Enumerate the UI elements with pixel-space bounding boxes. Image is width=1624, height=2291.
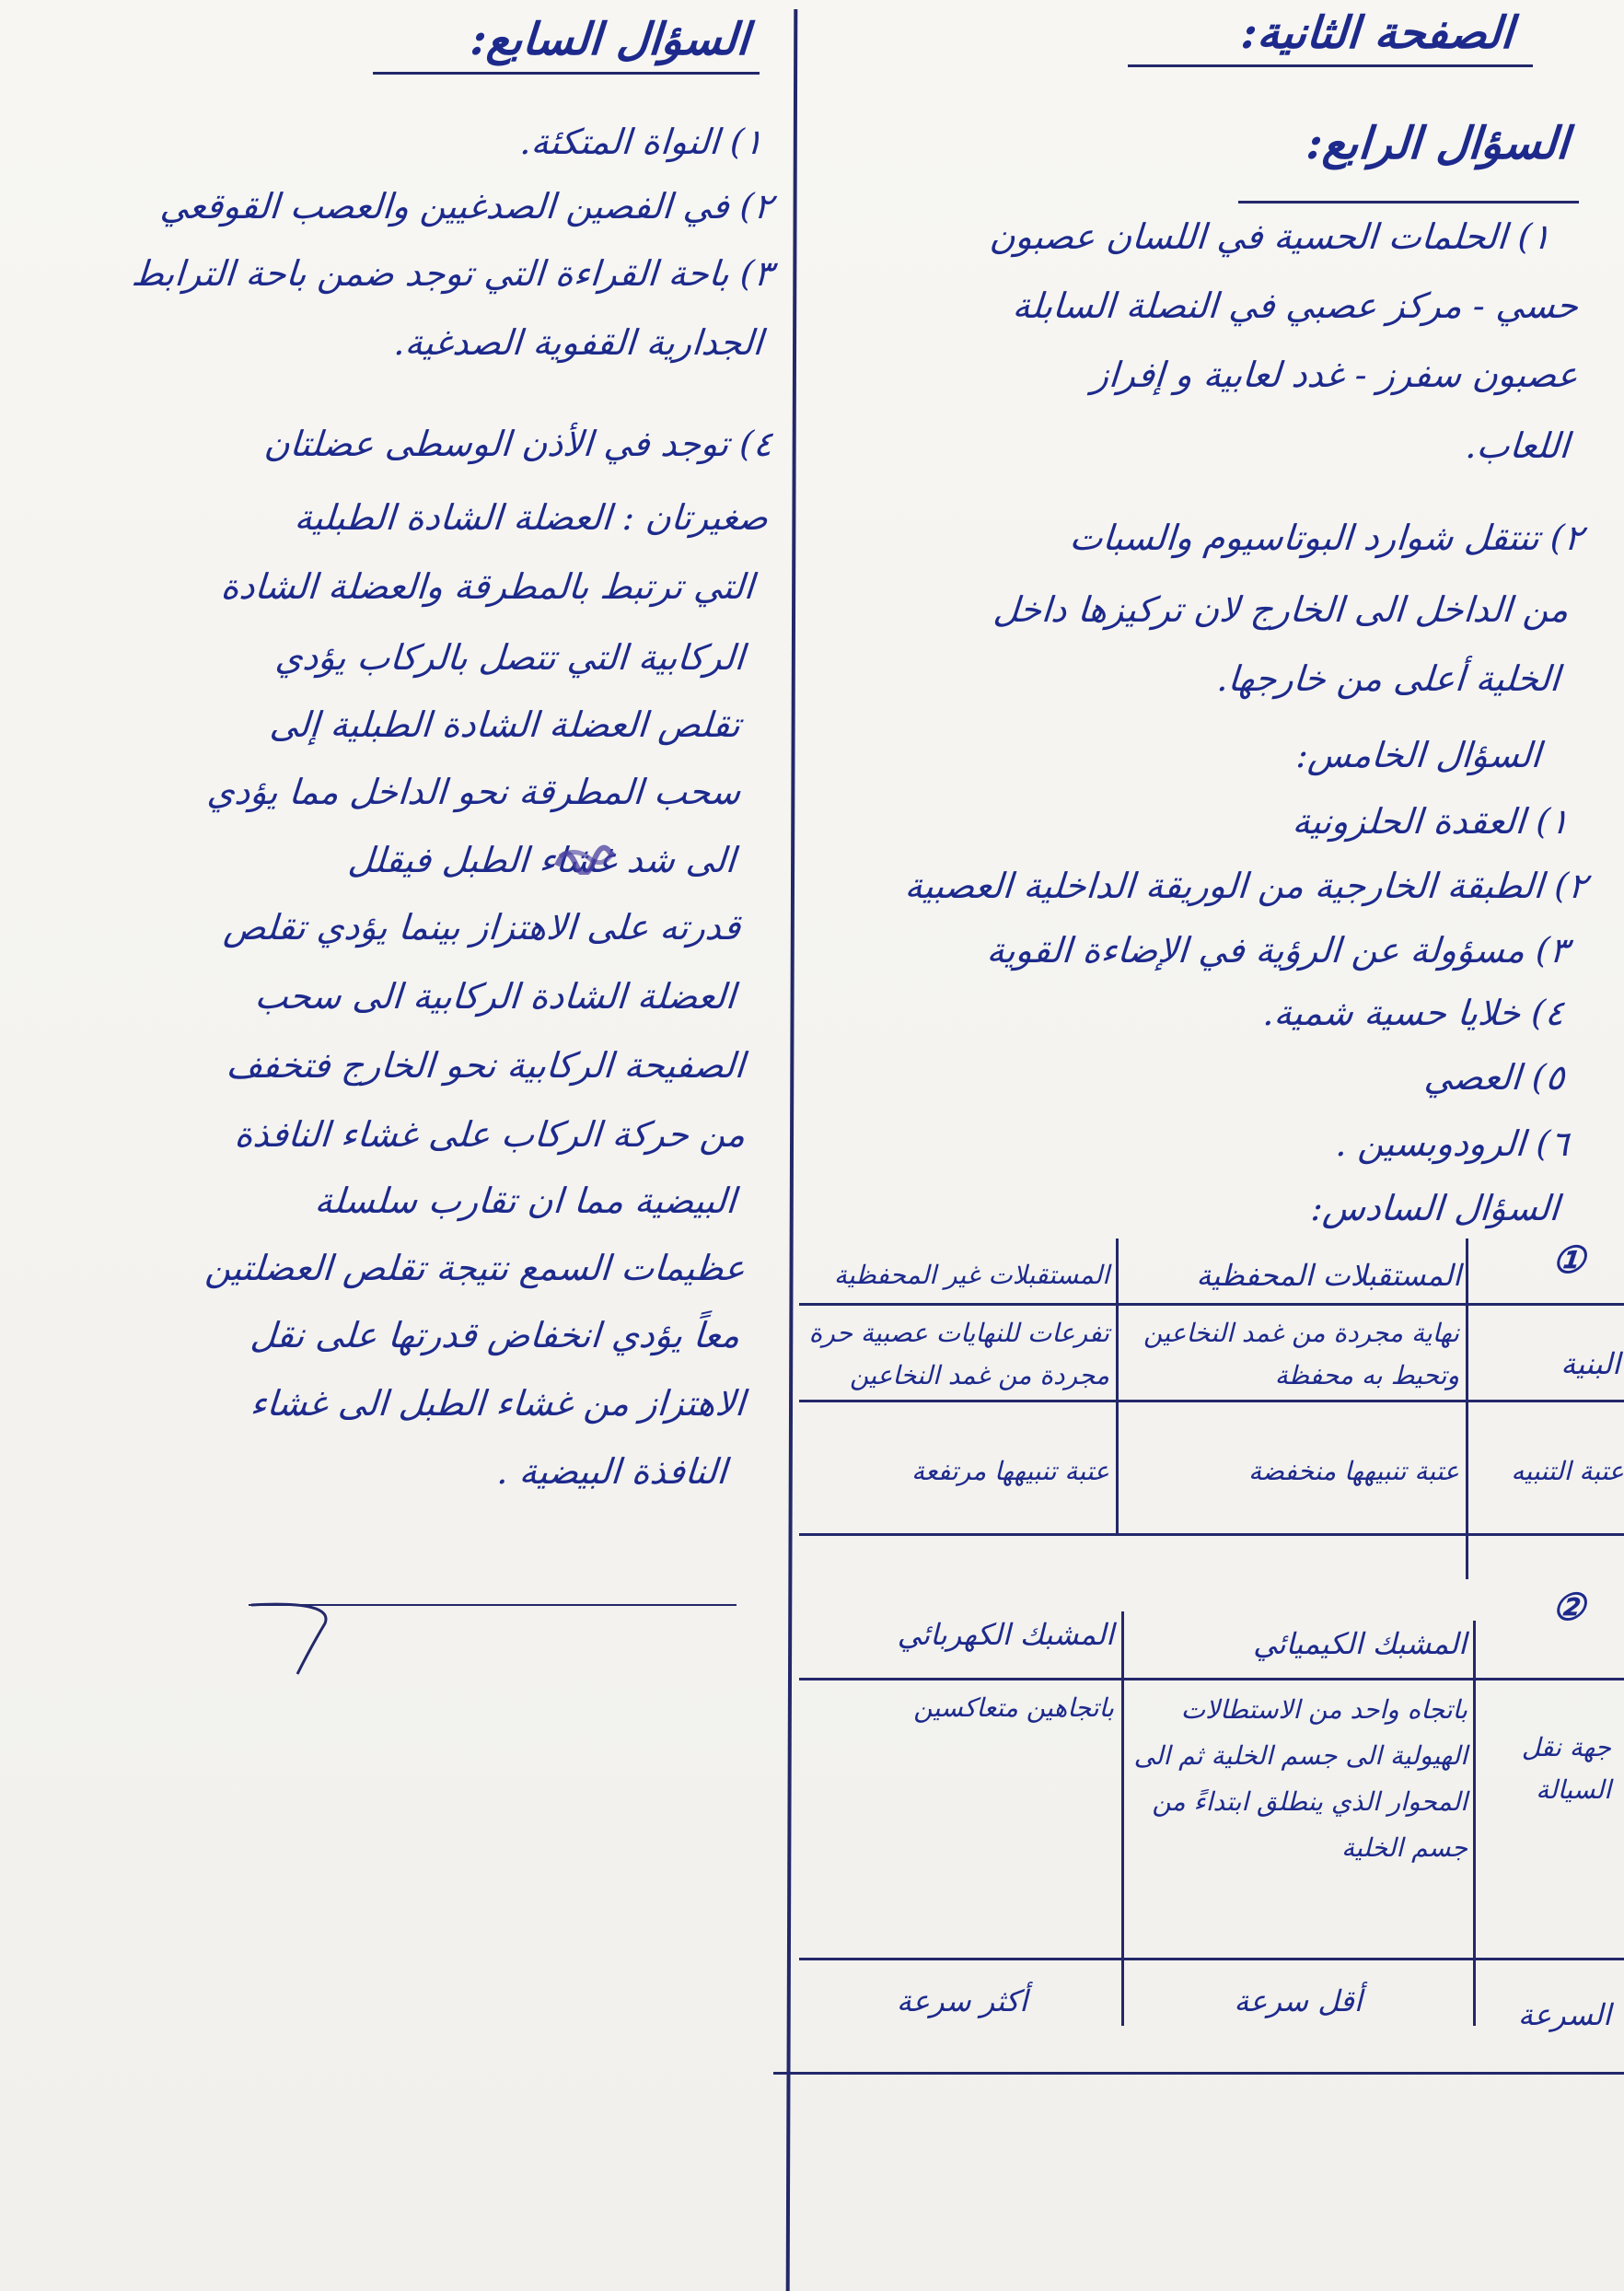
q7-line: الركابية التي تتصل بالركاب يؤدي — [273, 637, 747, 678]
table1-col-rule — [1116, 1239, 1119, 1533]
table2-cell: باتجاهين متعاكسين — [913, 1692, 1114, 1723]
q7-line: النافذة البيضية . — [495, 1451, 728, 1492]
q4-title: السؤال الرابع: — [1305, 118, 1571, 169]
q4-line: من الداخل الى الخارج لان تركيزها داخل — [992, 589, 1571, 630]
q4-line: ١) الحلمات الحسية في اللسان عصبون — [988, 216, 1552, 257]
table2-cell: أقل سرعة — [1234, 1983, 1363, 2018]
table1-row-label: البنية — [1560, 1346, 1620, 1381]
q4-line: ٢) تنتقل شوارد البوتاسيوم والسبات — [1068, 518, 1584, 558]
q7-line: البيضية مما ان تقارب سلسلة — [313, 1180, 737, 1221]
end-hook-mark — [247, 1600, 348, 1683]
q7-line: ٤) توجد في الأذن الوسطى عضلتان — [262, 424, 774, 464]
q7-line: قدرته على الاهتزاز بينما يؤدي تقلص — [222, 907, 742, 948]
q7-line: من حركة الركاب على غشاء النافذة — [232, 1114, 747, 1155]
q7-line: صغيرتان : العضلة الشادة الطبلية — [293, 497, 770, 538]
table1-marker: ① — [1550, 1239, 1587, 1282]
scribble-icon — [552, 838, 617, 875]
q7-line: ٢) في الفصين الصدغيين والعصب القوقعي — [158, 186, 774, 227]
q4-line: الخلية أعلى من خارجها. — [1215, 658, 1561, 699]
table2-rule — [773, 2072, 1624, 2075]
table1-col-rule — [1466, 1239, 1468, 1579]
table2-cell: أكثر سرعة — [896, 1983, 1028, 2018]
scribble-mark — [552, 838, 617, 875]
q5-line: ٦) الرودوبسين . — [1334, 1123, 1571, 1164]
q7-line: الاهتزاز من غشاء الطبل الى غشاء — [249, 1383, 747, 1424]
q5-line: ٢) الطبقة الخارجية من الوريقة الداخلية العصبية — [903, 866, 1589, 906]
q7-line: الجدارية القفوية الصدغية. — [392, 322, 765, 363]
hook-icon — [247, 1600, 348, 1683]
table1-cell: عتبة تنبيهها منخفضة — [1248, 1456, 1459, 1486]
q4-line: عصبون سفرز - غدد لعابية و إفراز — [1090, 355, 1580, 395]
table2-col-rule — [1473, 1621, 1476, 2026]
q7-title: السؤال السابع: — [469, 14, 751, 65]
q5-line: ٤) خلايا حسية شمية. — [1261, 993, 1566, 1033]
q7-line: الى شد غشاء الطبل فيقلل — [346, 840, 737, 880]
table1-rule — [799, 1303, 1624, 1306]
q5-title: السؤال الخامس: — [1294, 735, 1543, 775]
table2-col-header: المشبك الكيميائي — [1253, 1626, 1467, 1661]
q7-line: ١) النواة المتكئة. — [518, 122, 765, 162]
table2-col-header: المشبك الكهربائي — [897, 1617, 1114, 1652]
q4-line: اللعاب. — [1463, 425, 1571, 466]
table2-col-rule — [1121, 1611, 1124, 2026]
q7-line: تقلص العضلة الشادة الطبلية إلى — [268, 704, 742, 745]
page-title: الصفحة الثانية: — [1239, 7, 1515, 59]
q4-line: حسي - مركز عصبي في النصلة السابلة — [1011, 285, 1580, 326]
table2-rule — [799, 1678, 1624, 1680]
q7-line: ٣) باحة القراءة التي توجد ضمن باحة الترابط — [130, 253, 774, 294]
q7-line: التي ترتبط بالمطرقة والعضلة الشادة — [219, 566, 756, 607]
table1-cell: نهاية مجردة من غمد النخاعين وتحيط به محفظة — [1143, 1318, 1459, 1390]
q7-line: الصفيحة الركابية نحو الخارج فتخفف — [225, 1045, 747, 1086]
table1-cell: عتبة تنبيهها مرتفعة — [911, 1456, 1109, 1486]
table1-rule — [799, 1400, 1624, 1402]
q7-line: عظيمات السمع نتيجة تقلص العضلتين — [203, 1248, 747, 1288]
table1-cell: تفرعات للنهايات عصبية حرة مجردة من غمد النخاعين — [808, 1318, 1109, 1390]
q5-line: ٥) العصي — [1422, 1057, 1566, 1098]
table2-cell: باتجاه واحد من الاستطالات الهيولية الى جسم الخلية ثم الى المحوار الذي ينطلق ابتداءً من جسم الخلية — [1133, 1694, 1467, 1863]
table2-row-label: جهة نقل السيالة — [1521, 1732, 1611, 1805]
table2-row-label: السرعة — [1517, 1997, 1611, 2032]
table1-col-header: المستقبلات المحفظية — [1196, 1258, 1461, 1293]
page-title-underline — [1128, 64, 1533, 67]
q7-title-underline — [373, 72, 760, 75]
q5-line: ١) العقدة الحلزونية — [1291, 801, 1571, 842]
table2-rule — [799, 1958, 1624, 1960]
q5-line: ٣) مسؤولة عن الرؤية في الإضاءة القوية — [985, 930, 1571, 971]
q6-title: السؤال السادس: — [1309, 1188, 1561, 1228]
table1-rule — [799, 1533, 1624, 1536]
table1-col-header: المستقبلات غير المحفظية — [833, 1260, 1109, 1290]
q7-line: سحب المطرقة نحو الداخل مما يؤدي — [205, 772, 742, 812]
column-divider — [786, 9, 798, 2291]
q7-line: العضلة الشادة الركابية الى سحب — [253, 976, 737, 1017]
q7-line: معاً يؤدي انخفاض قدرتها على نقل — [249, 1315, 742, 1355]
table1-row-label: عتبة التنبيه — [1511, 1456, 1624, 1486]
table2-marker: ② — [1550, 1586, 1587, 1629]
